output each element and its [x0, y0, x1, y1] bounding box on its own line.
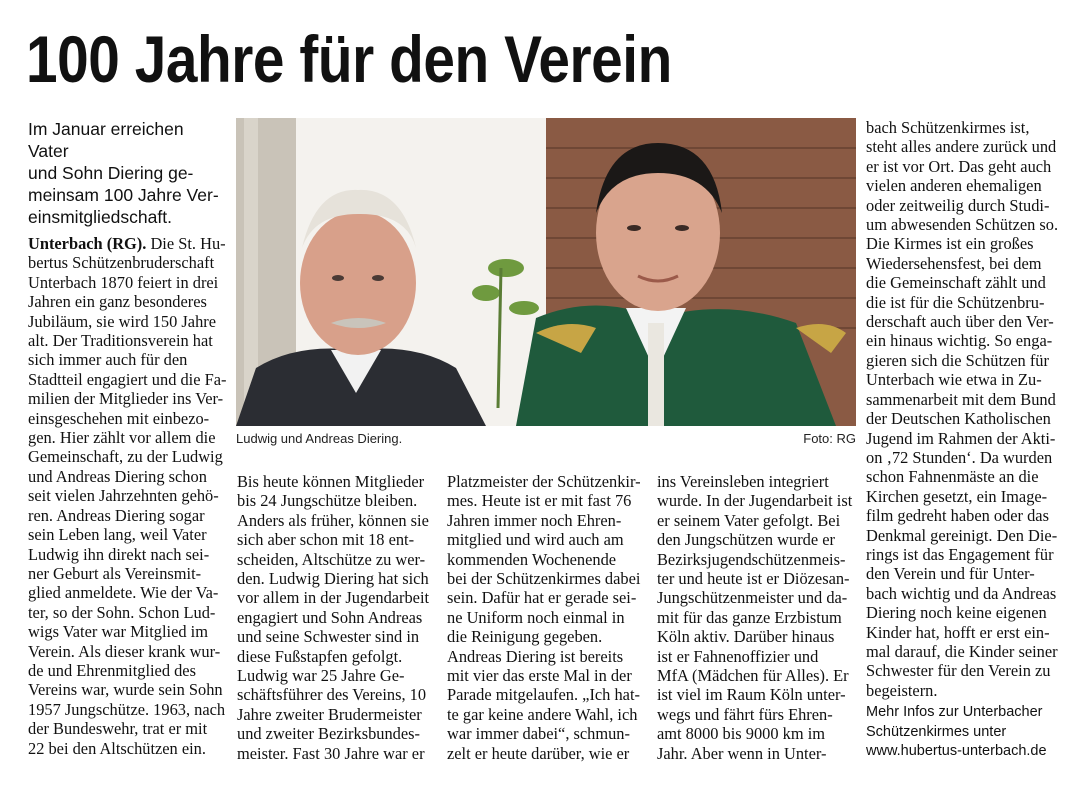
article-column-5: bach Schützenkirmes ist, steht alles andere zurück und er ist vor Ort. Das geht auch vielen anderen ehemaligen oder zeitweilig durch Studi- um abwesenden Schützen so. Die Kirmes ist ein großes Wiedersehensfest, bei dem die Gemeinschaft zählt und die ist für die Schützenbru- derschaft auch über den Ver- ein hinaus wichtig. So enga- gieren sich die Schützen für Unterbach wie etwa in Zu- sammenarbeit mit dem Bund der Deutschen Katholischen Jugend im Rahmen der Akti- on ‚72 Stunden‘. Da wurden schon Fahnenmäste an die Kirchen gesetzt, ein Image- film gedreht haben oder das Denkmal gereinigt. Den Die- rings ist das Engagement für den Verein und für Unter- bach wichtig und da Andreas Diering noch keine eigenen Kinder hat, hofft er erst ein- mal darauf, die Kinder seiner Schwester für den Verein zu begeistern.: [866, 118, 1059, 700]
article-column-1: [28, 234, 228, 758]
column-1-text: Die St. Hu- bertus Schützenbruderschaft Unterbach 1870 feiert in drei Jahren ein ganz besonderes Jubiläum, sie wird 150 Jahre alt. Der Traditionsverein hat sich immer auch für den Stadtteil engagiert und die Fa- milien der Mitglieder ins Ver- einsgeschehen mit einbezo- gen. Hier zählt vor allem die Gemeinschaft, zu der Ludwig und Andreas Diering schon seit vielen Jahrzehnten gehö- ren. Andreas Diering sogar sein Leben lang, weil Vater Ludwig ihn direkt nach sei- ner Geburt als Vereinsmit- glied anmeldete. Wie der Va- ter, so der Sohn. Schon Lud- wigs Vater war Mitglied im Verein. Als dieser krank wur- de und Ehrenmitglied des Vereins war, wurde sein Sohn 1957 Jungschütze. 1963, nach der Bundeswehr, trat er mit 22 bei den Altschützen ein.: [28, 234, 227, 758]
article-photo: [236, 118, 856, 426]
article-column-3: Platzmeister der Schützenkir- mes. Heute ist er mit fast 76 Jahren immer noch Ehren- mitglied und wird auch am kommenden Wochenende bei der Schützenkirmes dabei sein. Dafür hat er gerade sei- ne Uniform noch einmal in die Reinigung gegeben. Andreas Diering ist bereits mit vier das erste Mal in der Parade mitgelaufen. „Ich hat- te gar keine andere Wahl, ich war immer dabei“, schmun- zelt er heute darüber, wie er: [447, 472, 641, 763]
photo-credit: Foto: RG: [803, 431, 856, 446]
photo-illustration: [236, 118, 856, 426]
headline: 100 Jahre für den Verein: [26, 22, 672, 96]
article-column-4: ins Vereinsleben integriert wurde. In der Jugendarbeit ist er seinem Vater gefolgt. Bei den Jungschützen wurde er Bezirksjugendschützenmeis- ter und heute ist er Diözesan- Jungschützenmeister und da- mit für das ganze Erzbistum Köln aktiv. Darüber hinaus ist er Fahnenoffizier und MfA (Mädchen für Alles). Er ist viel im Raum Köln unter- wegs und fährt fürs Ehren- amt 8000 bis 9000 km im Jahr. Aber wenn in Unter-: [657, 472, 853, 763]
dateline: Unterbach (RG).: [28, 234, 147, 253]
article-column-2: Bis heute können Mitglieder bis 24 Jungschütze bleiben. Anders als früher, können sie sich aber schon mit 18 ent- scheiden, Altschütze zu wer- den. Ludwig Diering hat sich vor allem in der Jugendarbeit engagiert und Sohn Andreas und seine Schwester sind in diese Fußstapfen gefolgt. Ludwig war 25 Jahre Ge- schäftsführer des Vereins, 10 Jahre zweiter Brudermeister und zweiter Bezirksbundes- meister. Fast 30 Jahre war er: [237, 472, 430, 763]
lead-paragraph: Im Januar erreichen Vater und Sohn Diering ge- meinsam 100 Jahre Ver- einsmitgliedschaft.: [28, 119, 219, 227]
more-info-footer: Mehr Infos zur Unterbacher Schützenkirmes unter www.hubertus-unterbach.de: [866, 704, 1047, 759]
photo-caption: [236, 431, 856, 449]
caption-text: Ludwig und Andreas Diering.: [236, 431, 403, 446]
